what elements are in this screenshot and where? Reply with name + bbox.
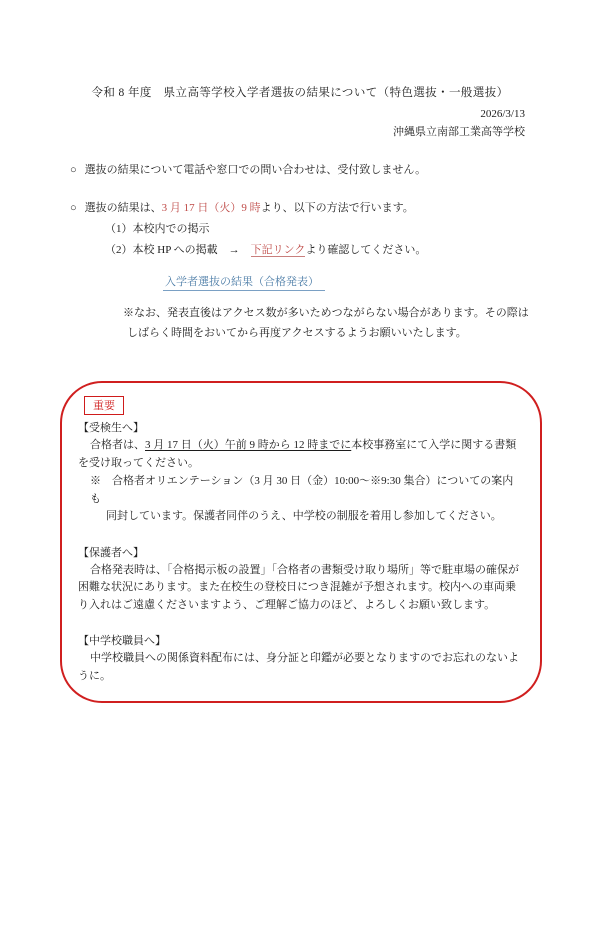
section-guardians [78,544,522,615]
section-heading: 【中学校職員へ】 [78,635,166,647]
access-note-line1: ※なお、発表直後はアクセス数が多いためつながらない場合があります。その際は [123,307,529,319]
section-paragraph: 中学校職員への関係資料配布には、身分証と印鑑が必要となりますのでお忘れのないように。 [78,652,519,682]
page-title: 令和 8 年度 県立高等学校入学者選抜の結果について（特色選抜・一般選抜） [91,87,509,99]
orientation-note [90,473,522,526]
paragraph-prefix: 合格者は、 [90,439,145,451]
pickup-datetime-underlined: 3 月 17 日（火）午前 9 時から 12 時までに [145,439,352,451]
orientation-note-line2: 同封しています。保護者同伴のうえ、中学校の制服を着用し参加してください。 [106,510,502,522]
section-heading: 【受検生へ】 [78,422,144,434]
section-examinees [78,419,522,526]
access-note-line2: しばらく時間をおいてから再度アクセスするようお願いいたします。 [127,327,467,339]
sub-item-website-posting [105,241,560,257]
below-link-anchor[interactable]: 下記リンク [250,244,306,256]
school-name: 沖縄県立南部工業高等学校 [393,126,525,138]
bullet-item-text-suffix: より、以下の方法で行います。 [260,202,414,214]
orientation-note-line1: ※ 合格者オリエンテーション（3 月 30 日（金）10:00～※9:30 集合）についての案内も [90,475,514,505]
bullet-item-phone-inquiry [70,161,560,177]
section-paragraph: 合格発表時は、「合格掲示板の設置」「合格者の書類受け取り場所」等で駐車場の確保が困難な状況にあります。また在校生の登校日につき混雑が予想されます。校内への車両乗り入れはご遠慮くださいますよう、ご理解ご協力のほど、よろしくお願い致します。 [78,563,519,611]
bullet-item-text: 選抜の結果について電話や窓口での問い合わせは、受付致しません。 [84,164,427,176]
access-note [123,303,540,343]
section-heading: 【保護者へ】 [78,546,144,559]
document-date: 2026/3/13 [480,108,525,120]
sub-item-onsite-posting: （1）本校内での掲示 [105,223,210,235]
circle-bullet-marker: ○ [70,164,77,176]
document-page [0,84,600,703]
results-page-link[interactable]: 入学者選抜の結果（合格発表） [163,273,325,291]
bullet-item-text-prefix: 選抜の結果は、 [84,202,162,214]
sub-item-text-suffix: より確認してください。 [305,244,427,256]
section-junior-high-staff [78,632,522,685]
sub-item-text-prefix: （2）本校 HP への掲載 → [105,244,251,256]
result-datetime-highlight: 3 月 17 日（火）9 時 [161,202,261,214]
circle-bullet-marker: ○ [70,202,77,214]
bullet-item-result-schedule [70,199,560,215]
paragraph-suffix: 本校事務室にて入学に関する書類を受け取ってください。 [78,439,517,469]
important-notice-box [60,381,542,703]
section-paragraph [78,437,522,472]
important-badge: 重要 [84,396,124,415]
